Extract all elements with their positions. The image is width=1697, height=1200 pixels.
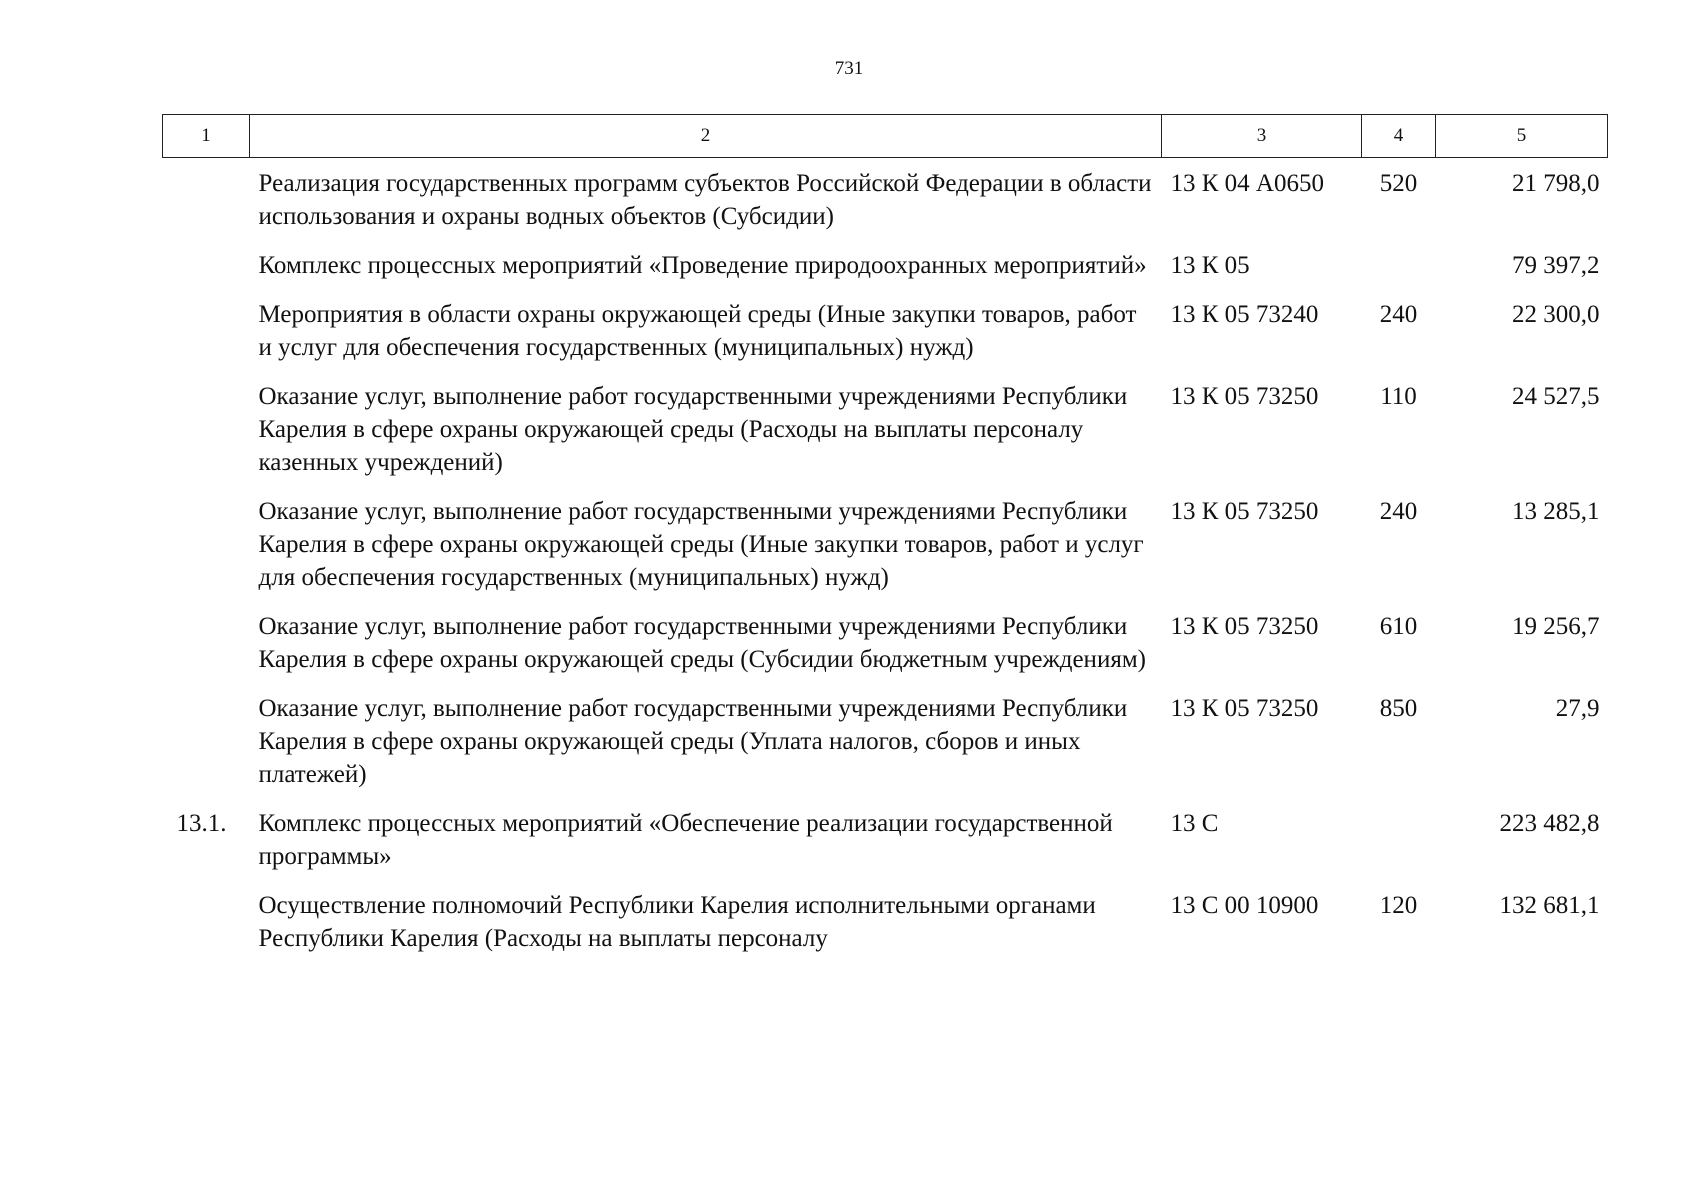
row-number-cell xyxy=(163,298,250,380)
target-code-cell: 13 К 05 73250 xyxy=(1170,695,1319,722)
expense-type-cell: 240 xyxy=(1379,301,1418,328)
amount-cell: 21 798,0 xyxy=(1512,170,1600,197)
table-row xyxy=(163,495,1608,610)
description-cell: Комплекс процессных мероприятий «Обеспечение реализации государственной программы» xyxy=(258,810,1113,870)
table-row xyxy=(163,249,1608,298)
header-col-1: 1 xyxy=(163,115,250,158)
target-code-cell: 13 К 04 А0650 xyxy=(1170,170,1324,197)
amount-cell: 223 482,8 xyxy=(1499,810,1600,837)
expense-type-cell xyxy=(1362,249,1436,298)
row-number-cell: 13.1. xyxy=(176,810,227,837)
row-number-cell xyxy=(163,610,250,692)
description-cell: Комплекс процессных мероприятий «Проведение природоохранных мероприятий» xyxy=(258,252,1147,279)
target-code-cell: 13 К 05 73240 xyxy=(1170,301,1319,328)
table-header-row xyxy=(163,115,1608,158)
description-cell: Оказание услуг, выполнение работ государственными учреждениями Республики Карелия в сфере охраны окружающей среды (Иные закупки товаров, работ и услуг для обеспечения государственных (муниципальных) нужд) xyxy=(258,498,1144,591)
target-code-cell: 13 К 05 xyxy=(1170,252,1250,279)
amount-cell: 27,9 xyxy=(1555,695,1600,722)
row-number-cell xyxy=(163,889,250,971)
row-number-cell xyxy=(163,692,250,807)
description-cell: Оказание услуг, выполнение работ государственными учреждениями Республики Карелия в сфере охраны окружающей среды (Субсидии бюджетным учреждениям) xyxy=(258,613,1146,673)
expense-type-cell: 850 xyxy=(1379,695,1418,722)
page-number: 731 xyxy=(834,58,864,79)
row-number-cell xyxy=(163,380,250,495)
row-number-cell xyxy=(163,158,250,250)
target-code-cell: 13 С xyxy=(1170,810,1219,837)
table-row xyxy=(163,692,1608,807)
header-col-5: 5 xyxy=(1436,115,1608,158)
budget-table xyxy=(162,114,1608,971)
description-cell: Осуществление полномочий Республики Карелия исполнительными органами Республики Карелия (Расходы на выплаты персоналу xyxy=(258,892,1096,952)
target-code-cell: 13 К 05 73250 xyxy=(1170,383,1319,410)
amount-cell: 13 285,1 xyxy=(1512,498,1600,525)
table-row xyxy=(163,380,1608,495)
description-cell: Реализация государственных программ субъектов Российской Федерации в области использования и охраны водных объектов (Субсидии) xyxy=(258,170,1152,230)
amount-cell: 22 300,0 xyxy=(1512,301,1600,328)
table-row xyxy=(163,807,1608,889)
table-row xyxy=(163,889,1608,971)
amount-cell: 19 256,7 xyxy=(1512,613,1600,640)
description-cell: Мероприятия в области охраны окружающей среды (Иные закупки товаров, работ и услуг для обеспечения государственных (муниципальных) нужд) xyxy=(258,301,1137,361)
row-number-cell xyxy=(163,249,250,298)
expense-type-cell xyxy=(1362,807,1436,889)
amount-cell: 132 681,1 xyxy=(1499,892,1600,919)
table-row xyxy=(163,158,1608,250)
amount-cell: 24 527,5 xyxy=(1512,383,1600,410)
description-cell: Оказание услуг, выполнение работ государственными учреждениями Республики Карелия в сфере охраны окружающей среды (Уплата налогов, сборов и иных платежей) xyxy=(258,695,1128,788)
expense-type-cell: 240 xyxy=(1379,498,1418,525)
amount-cell: 79 397,2 xyxy=(1512,252,1600,279)
table-body xyxy=(163,158,1608,972)
description-cell: Оказание услуг, выполнение работ государственными учреждениями Республики Карелия в сфере охраны окружающей среды (Расходы на выплаты персоналу казенных учреждений) xyxy=(258,383,1128,476)
table-row xyxy=(163,298,1608,380)
expense-type-cell: 610 xyxy=(1379,613,1418,640)
table-row xyxy=(163,610,1608,692)
expense-type-cell: 520 xyxy=(1379,170,1418,197)
target-code-cell: 13 К 05 73250 xyxy=(1170,613,1319,640)
row-number-cell xyxy=(163,495,250,610)
target-code-cell: 13 С 00 10900 xyxy=(1170,892,1319,919)
header-col-4: 4 xyxy=(1362,115,1436,158)
target-code-cell: 13 К 05 73250 xyxy=(1170,498,1319,525)
expense-type-cell: 110 xyxy=(1380,383,1417,410)
header-col-3: 3 xyxy=(1162,115,1362,158)
expense-type-cell: 120 xyxy=(1379,892,1418,919)
header-col-2: 2 xyxy=(250,115,1162,158)
